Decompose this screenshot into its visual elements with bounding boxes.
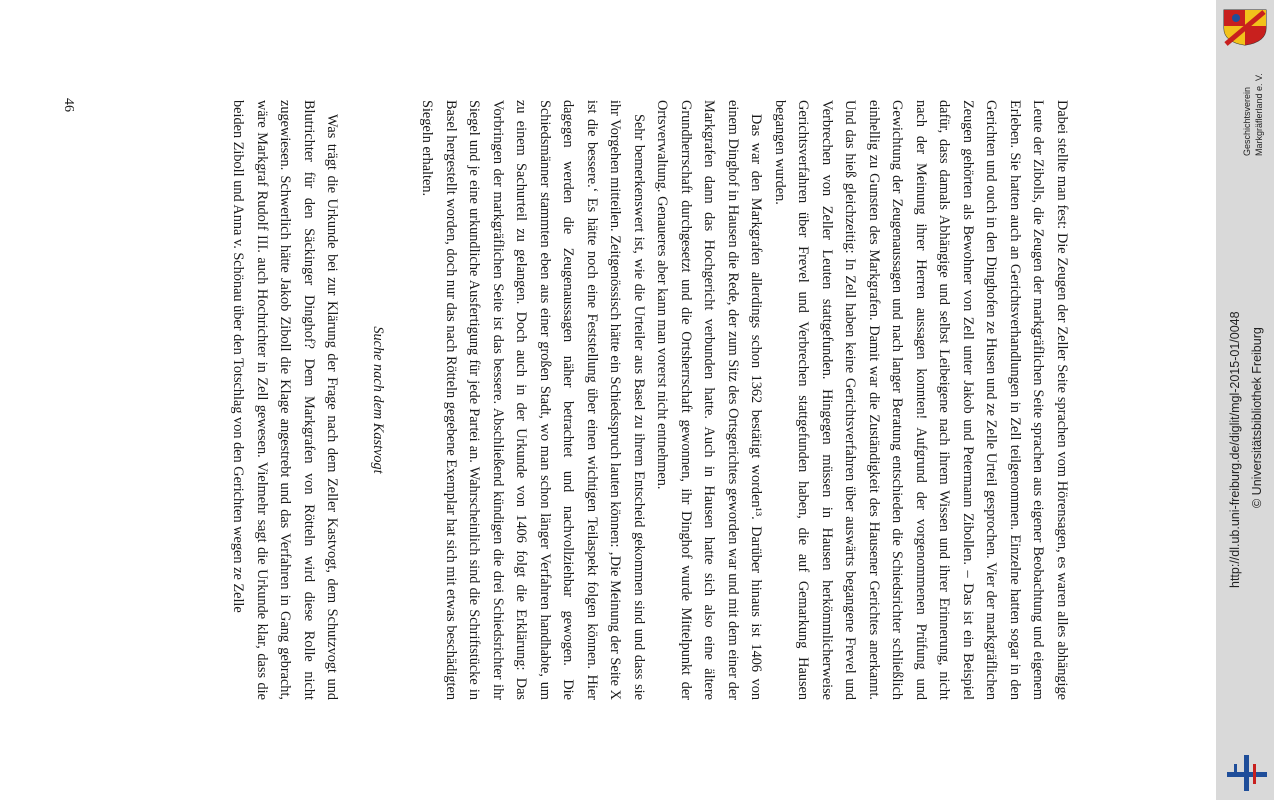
section-heading: Suche nach dem Kastvogt [370, 326, 386, 474]
paragraph-1: Dabei stellte man fest: Die Zeugen der Zeller Seite sprachen vom Hörensagen, es waren alles abhängige Leute der Zibolls, die Zeugen der markgräflichen Seite sprachen aus eigener Beobachtung und eigenem Erleben. Sie hatten auch an Gerichtsverhandlungen in Zell teilgenommen. Einzelne hatten sogar in den Gerichten und ouch in den Dinghofen ze Husen und ze Zelle Urteil gesprochen. Vier der markgräflichen Zeugen gehörten als Bewohner von Zell unter Jakob und Petermann Zibollen. – Das ist ein Beispiel dafür, dass damals Abhängige und selbst Leibeigene nach ihrem Wissen und ihrer Erinnerung, nicht nach der Meinung ihrer Herren aussagen konnten! Aufgrund der vorgenommenen Prüfung und Gewichtung der Zeugenaussagen und nach langer Beratung entschieden die Schiedsrichter schließlich einhellig zu Gunsten des Markgrafen. Damit war die Zuständigkeit des Hausener Gerichtes anerkannt. Und das hieß gleichzeitig: In Zell haben keine Gerichtsverfahren über auswärts begangene Frevel und Verbrechen von Zeller Leuten stattgefunden. Hingegen müssen in Hausen herkömmlicherweise Gerichtsverfahren über Frevel und Verbrechen stattgefunden haben, die auf Gemarkung Hausen begangen wurden. [772, 100, 1070, 700]
org-name-line2: Markgräflerland e. V. [1254, 73, 1264, 156]
crest-logo-icon [1222, 8, 1268, 46]
paragraph-4: Was trägt die Urkunde bei zur Klärung der Frage nach dem Zeller Kastvogt, dem Schutzvogt und Blutrichter für den Säckinger Dinghof? Dem Markgrafen von Rötteln wird diese Rolle nicht zugewiesen. Schwerlich hätte Jakob Ziboll die Klage angestrebt und das Verfahren in Gang gebracht, wäre Markgraf Rudolf III. auch Hochrichter in Zell gewesen. Vielmehr sagt die Urkunde klar, dass die beiden Ziboll und Anna v. Schönau über den Totschlag von den Gerichten wegen ze Zelle [230, 100, 341, 700]
paragraph-2: Das war den Markgrafen allerdings schon 1362 bestätigt worden¹³. Darüber hinaus ist 1406 von einem Dinghof in Hausen die Rede, der zum Sitz des Ortsgerichtes geworden war und mit dem einer der Markgrafen dann das Hochgericht verbunden hatte. Auch in Hausen hatte sich also eine ältere Grundherrschaft durchgesetzt und die Ortsherrschaft gewonnen, ihr Dinghof wurde Mittelpunkt der Ortsverwaltung. Genaueres aber kann man vorerst nicht entnehmen. [654, 100, 765, 700]
page-body [226, 100, 1073, 700]
page-number: 46 [61, 98, 76, 112]
rotated-page-content [61, 50, 1128, 750]
university-library-logo-icon [1226, 752, 1268, 794]
paragraph-3: Sehr bemerkenswert ist, wie die Urteiler aus Basel zu ihrem Entscheid gekommen sind und dass sie ihr Vorgehen mitteilen. Zeitgenössisch hätte ein Schiedsspruch lauten können: ‚Die Meinung der Seite X ist die bessere.‘ Es hätte noch eine Feststellung über einen wichtigen Teilaspekt folgen können. Hier dagegen werden die Zeugenaussagen näher betrachtet und nachvollziehbar gewogen. Die Schiedsmänner stammten eben aus einer großen Stadt, wo man schon länger Verfahren handhabte, um zu einem Sachurteil zu gelangen. Doch auch in der Urkunde von 1406 folgt die Erklärung: Das Vorbringen der markgräflichen Seite ist das bessere. Abschließend kündigen die drei Schiedsrichter ihr Siegel und je eine urkundliche Ausfertigung für jede Partei an. Wahrscheinlich sind die Schriftstücke in Basel hergestellt worden, doch nur das nach Rötteln gegebene Exemplar hat sich mit etwas beschädigten Siegeln erhalten. [419, 100, 647, 700]
org-name-line1: Geschichtsverein [1242, 86, 1252, 156]
document-url-link[interactable]: http://dl.ub.uni-freiburg.de/diglit/mgl-2015-01/0048 [1228, 311, 1242, 588]
copyright-notice: © Universitätsbibliothek Freiburg [1250, 327, 1264, 508]
